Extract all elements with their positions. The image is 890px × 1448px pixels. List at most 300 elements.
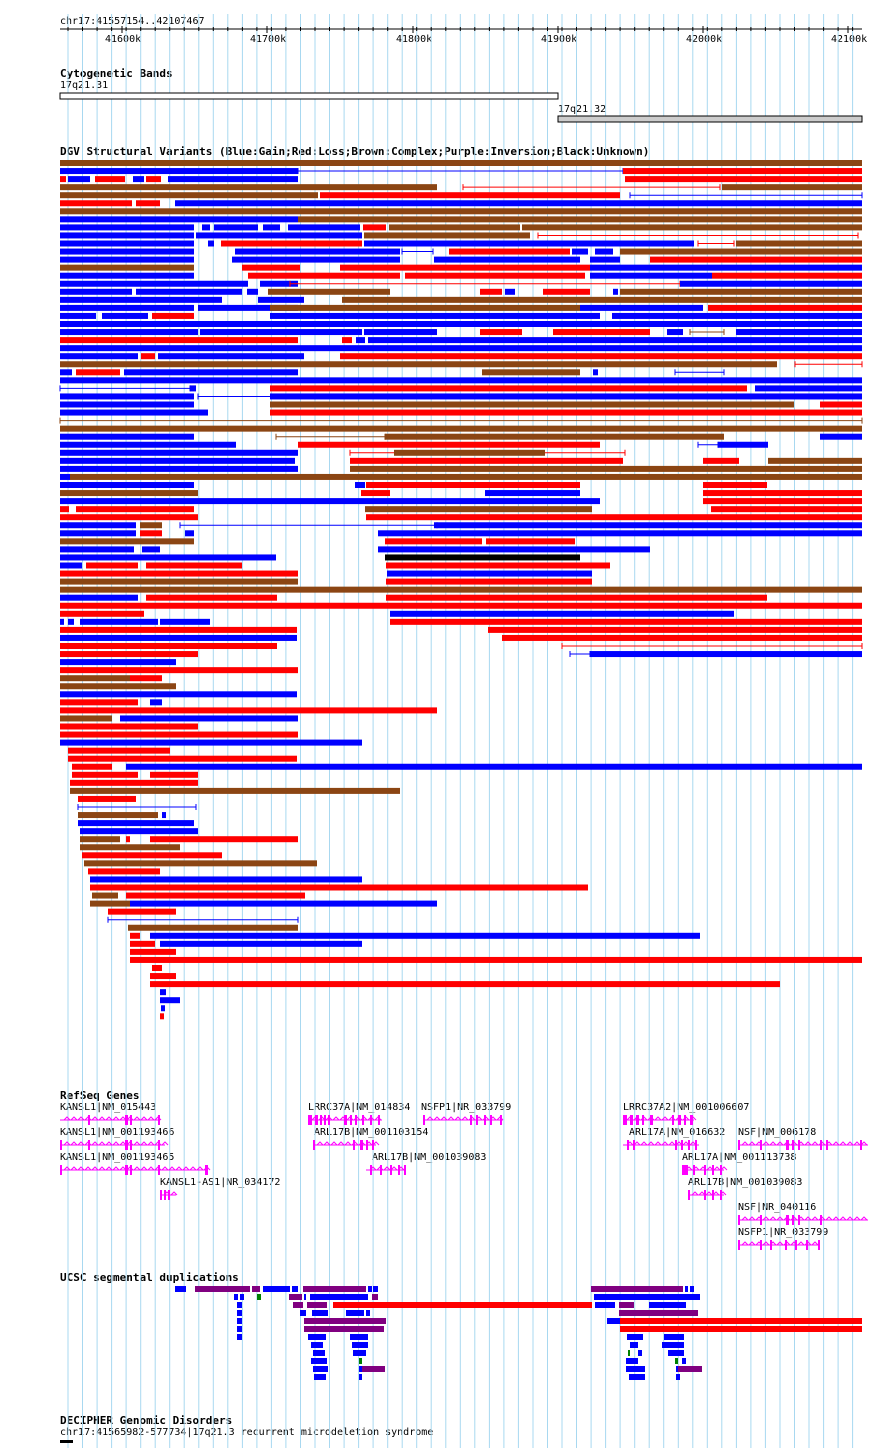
dgv-variant-feature[interactable] xyxy=(600,241,694,247)
gene-exon-feature[interactable] xyxy=(738,1240,740,1250)
segdup-feature[interactable] xyxy=(263,1286,290,1292)
segdup-feature[interactable] xyxy=(237,1326,242,1332)
segdup-feature[interactable] xyxy=(175,1286,186,1292)
dgv-variant-feature[interactable] xyxy=(60,651,198,657)
dgv-variant-feature[interactable] xyxy=(162,812,166,818)
segdup-feature[interactable] xyxy=(237,1334,242,1340)
dgv-variant-feature[interactable] xyxy=(593,369,598,375)
dgv-variant-feature[interactable] xyxy=(60,691,297,697)
dgv-variant-feature[interactable] xyxy=(480,329,522,335)
dgv-variant-feature[interactable] xyxy=(60,184,437,190)
segdup-feature[interactable] xyxy=(195,1286,250,1292)
gene-exon-feature[interactable] xyxy=(130,1165,132,1175)
dgv-variant-feature[interactable] xyxy=(68,756,297,762)
gene-exon-feature[interactable] xyxy=(712,1165,714,1175)
dgv-variant-feature[interactable] xyxy=(124,369,298,375)
dgv-variant-feature[interactable] xyxy=(60,530,136,536)
segdup-feature[interactable] xyxy=(368,1286,372,1292)
dgv-variant-feature[interactable] xyxy=(60,377,862,383)
gene-exon-feature[interactable] xyxy=(678,1115,681,1125)
gene-exon-feature[interactable] xyxy=(164,1190,166,1200)
segdup-feature[interactable] xyxy=(257,1294,261,1300)
gene-exon-feature[interactable] xyxy=(681,1140,683,1150)
dgv-variant-feature[interactable] xyxy=(60,474,70,480)
dgv-variant-feature[interactable] xyxy=(146,563,242,569)
dgv-variant-feature[interactable] xyxy=(196,232,362,238)
dgv-variant-feature[interactable] xyxy=(270,393,862,399)
dgv-variant-feature[interactable] xyxy=(298,442,600,448)
dgv-variant-feature[interactable] xyxy=(502,635,862,641)
gene-exon-feature[interactable] xyxy=(315,1115,318,1125)
dgv-variant-feature[interactable] xyxy=(60,168,298,174)
segdup-feature[interactable] xyxy=(620,1318,862,1324)
dgv-variant-feature[interactable] xyxy=(60,683,176,689)
dgv-variant-feature[interactable] xyxy=(60,450,298,456)
dgv-variant-feature[interactable] xyxy=(389,224,520,230)
dgv-variant-feature[interactable] xyxy=(90,901,130,907)
dgv-variant-feature[interactable] xyxy=(60,410,208,416)
gene-exon-feature[interactable] xyxy=(792,1140,794,1150)
dgv-variant-feature[interactable] xyxy=(703,498,862,504)
dgv-variant-feature[interactable] xyxy=(146,176,161,182)
dgv-variant-feature[interactable] xyxy=(270,402,794,408)
gene-exon-feature[interactable] xyxy=(370,1165,372,1175)
dgv-variant-feature[interactable] xyxy=(60,635,297,641)
dgv-variant-feature[interactable] xyxy=(160,619,210,625)
dgv-variant-feature[interactable] xyxy=(320,192,620,198)
dgv-variant-feature[interactable] xyxy=(150,933,700,939)
dgv-variant-feature[interactable] xyxy=(390,611,734,617)
dgv-variant-feature[interactable] xyxy=(78,796,136,802)
dgv-variant-feature[interactable] xyxy=(625,176,862,182)
segdup-feature[interactable] xyxy=(626,1358,638,1364)
dgv-variant-feature[interactable] xyxy=(60,699,138,705)
dgv-variant-feature[interactable] xyxy=(60,675,130,681)
dgv-variant-feature[interactable] xyxy=(150,772,198,778)
dgv-variant-feature[interactable] xyxy=(386,595,767,601)
dgv-variant-feature[interactable] xyxy=(60,192,318,198)
dgv-variant-feature[interactable] xyxy=(142,546,160,552)
dgv-variant-feature[interactable] xyxy=(288,224,360,230)
gene-label[interactable]: KANSL1|NM_015443 xyxy=(60,1102,157,1113)
dgv-variant-feature[interactable] xyxy=(130,901,437,907)
dgv-variant-feature[interactable] xyxy=(270,313,600,319)
gene-exon-feature[interactable] xyxy=(423,1115,425,1125)
gene-exon-feature[interactable] xyxy=(786,1215,789,1225)
dgv-variant-feature[interactable] xyxy=(342,297,862,303)
dgv-variant-feature[interactable] xyxy=(70,474,862,480)
segdup-feature[interactable] xyxy=(366,1310,370,1316)
gene-label[interactable]: NSF|NR_040116 xyxy=(738,1202,817,1213)
dgv-variant-feature[interactable] xyxy=(82,852,222,858)
dgv-variant-feature[interactable] xyxy=(365,506,592,512)
dgv-variant-feature[interactable] xyxy=(60,353,138,359)
gene-exon-feature[interactable] xyxy=(672,1115,674,1125)
dgv-variant-feature[interactable] xyxy=(60,514,198,520)
dgv-variant-feature[interactable] xyxy=(60,345,862,351)
dgv-variant-feature[interactable] xyxy=(711,506,862,512)
dgv-variant-feature[interactable] xyxy=(70,780,198,786)
gene-exon-feature[interactable] xyxy=(627,1140,629,1150)
gene-label[interactable]: KANSL1|NM_001193465 xyxy=(60,1152,175,1163)
dgv-variant-feature[interactable] xyxy=(363,224,386,230)
dgv-variant-feature[interactable] xyxy=(580,305,703,311)
segdup-feature[interactable] xyxy=(595,1302,615,1308)
gene-exon-feature[interactable] xyxy=(355,1115,357,1125)
dgv-variant-feature[interactable] xyxy=(160,989,166,995)
dgv-variant-feature[interactable] xyxy=(386,579,592,585)
dgv-variant-feature[interactable] xyxy=(150,699,162,705)
dgv-variant-feature[interactable] xyxy=(480,289,502,295)
dgv-variant-feature[interactable] xyxy=(60,546,134,552)
dgv-variant-feature[interactable] xyxy=(620,249,862,255)
gene-exon-feature[interactable] xyxy=(798,1140,800,1150)
dgv-variant-feature[interactable] xyxy=(130,941,155,947)
dgv-variant-feature[interactable] xyxy=(242,265,300,271)
dgv-variant-feature[interactable] xyxy=(270,385,747,391)
dgv-variant-feature[interactable] xyxy=(60,313,96,319)
gene-exon-feature[interactable] xyxy=(795,1240,797,1250)
dgv-variant-feature[interactable] xyxy=(60,522,136,528)
segdup-feature[interactable] xyxy=(591,1286,683,1292)
dgv-variant-feature[interactable] xyxy=(60,611,144,617)
dgv-variant-feature[interactable] xyxy=(133,176,144,182)
dgv-variant-feature[interactable] xyxy=(340,265,590,271)
dgv-variant-feature[interactable] xyxy=(712,273,862,279)
dgv-variant-feature[interactable] xyxy=(60,289,132,295)
dgv-variant-feature[interactable] xyxy=(190,385,196,391)
dgv-variant-feature[interactable] xyxy=(168,176,298,182)
dgv-variant-feature[interactable] xyxy=(385,554,580,560)
dgv-variant-feature[interactable] xyxy=(263,224,280,230)
segdup-feature[interactable] xyxy=(314,1374,326,1380)
dgv-variant-feature[interactable] xyxy=(703,490,862,496)
gene-exon-feature[interactable] xyxy=(308,1115,312,1125)
gene-exon-feature[interactable] xyxy=(324,1115,326,1125)
segdup-feature[interactable] xyxy=(359,1358,362,1364)
dgv-variant-feature[interactable] xyxy=(68,748,170,754)
dgv-variant-feature[interactable] xyxy=(736,329,862,335)
dgv-variant-feature[interactable] xyxy=(612,313,862,319)
dgv-variant-feature[interactable] xyxy=(60,595,138,601)
dgv-variant-feature[interactable] xyxy=(160,997,180,1003)
dgv-variant-feature[interactable] xyxy=(60,563,82,569)
dgv-variant-feature[interactable] xyxy=(820,402,862,408)
gene-exon-feature[interactable] xyxy=(160,1190,162,1200)
dgv-variant-feature[interactable] xyxy=(722,184,862,190)
dgv-variant-feature[interactable] xyxy=(378,546,650,552)
dgv-variant-feature[interactable] xyxy=(60,538,194,544)
gene-exon-feature[interactable] xyxy=(328,1115,330,1125)
dgv-variant-feature[interactable] xyxy=(140,530,162,536)
segdup-feature[interactable] xyxy=(675,1358,678,1364)
segdup-feature[interactable] xyxy=(362,1366,385,1372)
gene-label[interactable]: NSF|NM_006178 xyxy=(738,1127,817,1138)
dgv-variant-feature[interactable] xyxy=(128,925,298,931)
gene-exon-feature[interactable] xyxy=(366,1140,368,1150)
segdup-feature[interactable] xyxy=(594,1294,700,1300)
gene-label[interactable]: ARL17B|NM_001103154 xyxy=(314,1127,429,1138)
gene-exon-feature[interactable] xyxy=(720,1190,722,1200)
gene-exon-feature[interactable] xyxy=(158,1140,160,1150)
gene-exon-feature[interactable] xyxy=(770,1240,772,1250)
segdup-feature[interactable] xyxy=(307,1302,327,1308)
gene-exon-feature[interactable] xyxy=(820,1215,822,1225)
gene-exon-feature[interactable] xyxy=(130,1115,132,1125)
dgv-variant-feature[interactable] xyxy=(68,619,74,625)
gene-exon-feature[interactable] xyxy=(88,1140,90,1150)
dgv-variant-feature[interactable] xyxy=(126,764,862,770)
dgv-variant-feature[interactable] xyxy=(141,353,155,359)
segdup-feature[interactable] xyxy=(649,1302,686,1308)
dgv-variant-feature[interactable] xyxy=(60,579,298,585)
gene-exon-feature[interactable] xyxy=(798,1215,800,1225)
dgv-variant-feature[interactable] xyxy=(60,369,72,375)
gene-exon-feature[interactable] xyxy=(500,1115,502,1125)
gene-label[interactable]: ARL17A|NM_016632 xyxy=(629,1127,726,1138)
dgv-variant-feature[interactable] xyxy=(60,603,862,609)
segdup-feature[interactable] xyxy=(628,1350,630,1356)
dgv-variant-feature[interactable] xyxy=(150,981,780,987)
gene-exon-feature[interactable] xyxy=(320,1115,322,1125)
dgv-variant-feature[interactable] xyxy=(60,490,198,496)
dgv-variant-feature[interactable] xyxy=(590,651,862,657)
dgv-variant-feature[interactable] xyxy=(572,249,588,255)
segdup-feature[interactable] xyxy=(304,1294,306,1300)
dgv-variant-feature[interactable] xyxy=(60,321,862,327)
dgv-variant-feature[interactable] xyxy=(150,836,298,842)
dgv-variant-feature[interactable] xyxy=(60,506,69,512)
segdup-feature[interactable] xyxy=(310,1294,368,1300)
dgv-variant-feature[interactable] xyxy=(80,836,120,842)
dgv-variant-feature[interactable] xyxy=(268,289,390,295)
dgv-variant-feature[interactable] xyxy=(80,844,180,850)
gene-exon-feature[interactable] xyxy=(88,1115,90,1125)
segdup-feature[interactable] xyxy=(685,1286,688,1292)
dgv-variant-feature[interactable] xyxy=(72,764,112,770)
dgv-variant-feature[interactable] xyxy=(385,434,724,440)
segdup-feature[interactable] xyxy=(300,1310,306,1316)
segdup-feature[interactable] xyxy=(333,1302,592,1308)
dgv-variant-feature[interactable] xyxy=(60,393,194,399)
dgv-variant-feature[interactable] xyxy=(60,732,298,738)
dgv-variant-feature[interactable] xyxy=(60,466,298,472)
gene-exon-feature[interactable] xyxy=(372,1140,374,1150)
dgv-variant-feature[interactable] xyxy=(130,949,176,955)
dgv-variant-feature[interactable] xyxy=(136,289,242,295)
dgv-variant-feature[interactable] xyxy=(248,273,400,279)
dgv-variant-feature[interactable] xyxy=(136,200,160,206)
gene-exon-feature[interactable] xyxy=(760,1140,762,1150)
dgv-variant-feature[interactable] xyxy=(364,329,437,335)
gene-label[interactable]: NSFP1|NR_033799 xyxy=(421,1102,512,1113)
segdup-feature[interactable] xyxy=(638,1350,642,1356)
dgv-variant-feature[interactable] xyxy=(361,490,390,496)
gene-exon-feature[interactable] xyxy=(470,1115,472,1125)
segdup-feature[interactable] xyxy=(627,1334,643,1340)
gene-exon-feature[interactable] xyxy=(633,1140,635,1150)
dgv-variant-feature[interactable] xyxy=(449,249,570,255)
dgv-variant-feature[interactable] xyxy=(60,707,437,713)
dgv-variant-feature[interactable] xyxy=(434,257,580,263)
dgv-variant-feature[interactable] xyxy=(708,305,862,311)
gene-exon-feature[interactable] xyxy=(158,1165,160,1175)
dgv-variant-feature[interactable] xyxy=(60,160,862,166)
dgv-variant-feature[interactable] xyxy=(202,224,210,230)
dgv-variant-feature[interactable] xyxy=(161,1005,165,1011)
dgv-variant-feature[interactable] xyxy=(95,176,125,182)
gene-exon-feature[interactable] xyxy=(820,1140,822,1150)
gene-exon-feature[interactable] xyxy=(760,1215,762,1225)
dgv-variant-feature[interactable] xyxy=(88,868,160,874)
dgv-variant-feature[interactable] xyxy=(102,313,148,319)
dgv-variant-feature[interactable] xyxy=(60,498,600,504)
segdup-feature[interactable] xyxy=(629,1374,645,1380)
gene-exon-feature[interactable] xyxy=(353,1140,355,1150)
gene-exon-feature[interactable] xyxy=(684,1115,686,1125)
dgv-variant-feature[interactable] xyxy=(235,249,400,255)
dgv-variant-feature[interactable] xyxy=(620,289,862,295)
gene-exon-feature[interactable] xyxy=(642,1115,644,1125)
dgv-variant-feature[interactable] xyxy=(76,369,120,375)
dgv-variant-feature[interactable] xyxy=(84,860,317,866)
dgv-variant-feature[interactable] xyxy=(60,337,298,343)
segdup-feature[interactable] xyxy=(234,1294,238,1300)
gene-exon-feature[interactable] xyxy=(158,1115,160,1125)
segdup-feature[interactable] xyxy=(373,1286,378,1292)
dgv-variant-feature[interactable] xyxy=(623,168,862,174)
segdup-feature[interactable] xyxy=(352,1342,368,1348)
gene-exon-feature[interactable] xyxy=(786,1140,789,1150)
gene-exon-feature[interactable] xyxy=(704,1165,706,1175)
segdup-feature[interactable] xyxy=(311,1342,323,1348)
dgv-variant-feature[interactable] xyxy=(590,257,620,263)
gene-exon-feature[interactable] xyxy=(690,1115,693,1125)
dgv-variant-feature[interactable] xyxy=(667,329,683,335)
dgv-variant-feature[interactable] xyxy=(650,257,862,263)
segdup-feature[interactable] xyxy=(304,1326,384,1332)
segdup-feature[interactable] xyxy=(353,1350,366,1356)
gene-exon-feature[interactable] xyxy=(760,1240,762,1250)
dgv-variant-feature[interactable] xyxy=(60,587,862,593)
dgv-variant-feature[interactable] xyxy=(80,828,198,834)
dgv-variant-feature[interactable] xyxy=(364,232,530,238)
dgv-variant-feature[interactable] xyxy=(126,836,130,842)
dgv-variant-feature[interactable] xyxy=(247,289,258,295)
dgv-variant-feature[interactable] xyxy=(108,909,176,915)
dgv-variant-feature[interactable] xyxy=(60,273,194,279)
dgv-variant-feature[interactable] xyxy=(298,216,862,222)
segdup-feature[interactable] xyxy=(308,1334,326,1340)
dgv-variant-feature[interactable] xyxy=(175,200,862,206)
segdup-feature[interactable] xyxy=(292,1286,298,1292)
dgv-variant-feature[interactable] xyxy=(60,305,194,311)
segdup-feature[interactable] xyxy=(252,1286,260,1292)
segdup-feature[interactable] xyxy=(289,1294,302,1300)
segdup-feature[interactable] xyxy=(346,1310,364,1316)
dgv-variant-feature[interactable] xyxy=(158,353,304,359)
dgv-variant-feature[interactable] xyxy=(60,249,194,255)
dgv-variant-feature[interactable] xyxy=(680,281,862,287)
gene-exon-feature[interactable] xyxy=(806,1240,808,1250)
segdup-feature[interactable] xyxy=(676,1374,680,1380)
gene-exon-feature[interactable] xyxy=(378,1115,380,1125)
dgv-variant-feature[interactable] xyxy=(505,289,515,295)
dgv-variant-feature[interactable] xyxy=(130,933,140,939)
dgv-variant-feature[interactable] xyxy=(553,329,650,335)
dgv-variant-feature[interactable] xyxy=(356,337,365,343)
dgv-variant-feature[interactable] xyxy=(60,208,862,214)
dgv-variant-feature[interactable] xyxy=(72,772,138,778)
dgv-variant-feature[interactable] xyxy=(350,466,862,472)
gene-exon-feature[interactable] xyxy=(484,1115,486,1125)
segdup-feature[interactable] xyxy=(237,1310,242,1316)
dgv-variant-feature[interactable] xyxy=(394,450,545,456)
dgv-variant-feature[interactable] xyxy=(543,289,590,295)
gene-exon-feature[interactable] xyxy=(360,1140,363,1150)
dgv-variant-feature[interactable] xyxy=(434,522,862,528)
segdup-feature[interactable] xyxy=(293,1302,303,1308)
gene-exon-feature[interactable] xyxy=(712,1190,714,1200)
dgv-variant-feature[interactable] xyxy=(355,482,365,488)
dgv-variant-feature[interactable] xyxy=(270,410,862,416)
dgv-variant-feature[interactable] xyxy=(350,458,623,464)
segdup-feature[interactable] xyxy=(304,1318,386,1324)
segdup-feature[interactable] xyxy=(678,1366,702,1372)
segdup-feature[interactable] xyxy=(690,1286,694,1292)
segdup-feature[interactable] xyxy=(664,1334,684,1340)
gene-exon-feature[interactable] xyxy=(168,1190,170,1200)
gene-exon-feature[interactable] xyxy=(650,1115,653,1125)
dgv-variant-feature[interactable] xyxy=(718,442,768,448)
dgv-variant-feature[interactable] xyxy=(755,385,862,391)
gene-exon-feature[interactable] xyxy=(630,1115,633,1125)
dgv-variant-feature[interactable] xyxy=(258,297,304,303)
gene-exon-feature[interactable] xyxy=(738,1140,740,1150)
decipher-feature-label[interactable]: chr17:41565982-577734|17q21.3 recurrent microdeletion syndrome xyxy=(60,1427,434,1438)
dgv-variant-feature[interactable] xyxy=(60,724,198,730)
gene-label[interactable]: LRRC37A2|NM_001006607 xyxy=(623,1102,750,1113)
dgv-variant-feature[interactable] xyxy=(60,216,298,222)
dgv-variant-feature[interactable] xyxy=(126,893,305,899)
segdup-feature[interactable] xyxy=(662,1342,684,1348)
dgv-variant-feature[interactable] xyxy=(385,538,482,544)
segdup-feature[interactable] xyxy=(676,1366,678,1372)
gene-exon-feature[interactable] xyxy=(688,1190,690,1200)
dgv-variant-feature[interactable] xyxy=(270,305,580,311)
dgv-variant-feature[interactable] xyxy=(60,176,66,182)
gene-exon-feature[interactable] xyxy=(693,1165,695,1175)
gene-label[interactable]: KANSL1-AS1|NR_034172 xyxy=(160,1177,281,1188)
dgv-variant-feature[interactable] xyxy=(232,257,400,263)
gene-exon-feature[interactable] xyxy=(370,1115,372,1125)
segdup-feature[interactable] xyxy=(237,1318,242,1324)
dgv-variant-feature[interactable] xyxy=(78,820,194,826)
segdup-feature[interactable] xyxy=(359,1366,362,1372)
dgv-variant-feature[interactable] xyxy=(768,458,862,464)
dgv-variant-feature[interactable] xyxy=(364,241,600,247)
gene-exon-feature[interactable] xyxy=(675,1140,677,1150)
segdup-feature[interactable] xyxy=(372,1294,378,1300)
dgv-variant-feature[interactable] xyxy=(590,273,712,279)
dgv-variant-feature[interactable] xyxy=(60,458,295,464)
dgv-variant-feature[interactable] xyxy=(60,257,194,263)
dgv-variant-feature[interactable] xyxy=(60,200,132,206)
dgv-variant-feature[interactable] xyxy=(76,506,194,512)
dgv-variant-feature[interactable] xyxy=(92,893,118,899)
gene-exon-feature[interactable] xyxy=(860,1140,862,1150)
dgv-variant-feature[interactable] xyxy=(368,337,862,343)
